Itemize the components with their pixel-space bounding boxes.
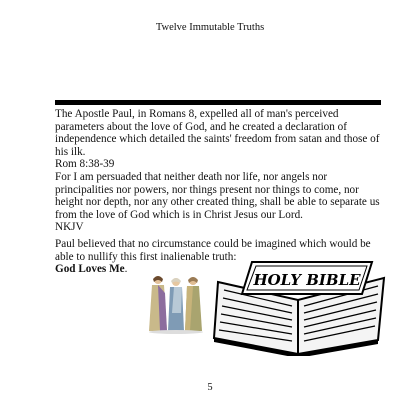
page-header	[0, 22, 420, 33]
header-title: Twelve Immutable Truths	[155, 22, 265, 33]
apostles-illustration	[148, 273, 204, 340]
scripture-quote: For I am persuaded that neither death nor life, nor angels nor principalities nor powers, nor things present nor things to come, nor height nor depth, nor any other created thing, shall be able to separate us from the love of God which is in Christ Jesus our Lord.	[55, 170, 380, 221]
scripture-reference: Rom 8:38-39	[55, 158, 115, 171]
bible-version: NKJV	[55, 221, 84, 234]
truth-period: .	[124, 263, 128, 276]
page-footer	[0, 382, 420, 393]
svg-text:HOLY BIBLE: HOLY BIBLE	[253, 271, 361, 289]
page-number: 5	[207, 382, 213, 393]
section-divider	[55, 100, 381, 105]
intro-paragraph: The Apostle Paul, in Romans 8, expelled all of man's perceived parameters about the love of God, and he created a declaration of independence which detailed the saints' freedom from satan and those of his ilk.	[55, 108, 380, 158]
apostles-figures-icon	[148, 273, 204, 335]
conclusion-paragraph: Paul believed that no circumstance could be imagined which would be able to nullify this first inalienable truth:	[55, 237, 371, 263]
holy-bible-illustration	[212, 260, 390, 361]
open-bible-icon	[212, 260, 390, 356]
truth-text: God Loves Me	[55, 263, 125, 276]
main-text	[55, 108, 385, 276]
